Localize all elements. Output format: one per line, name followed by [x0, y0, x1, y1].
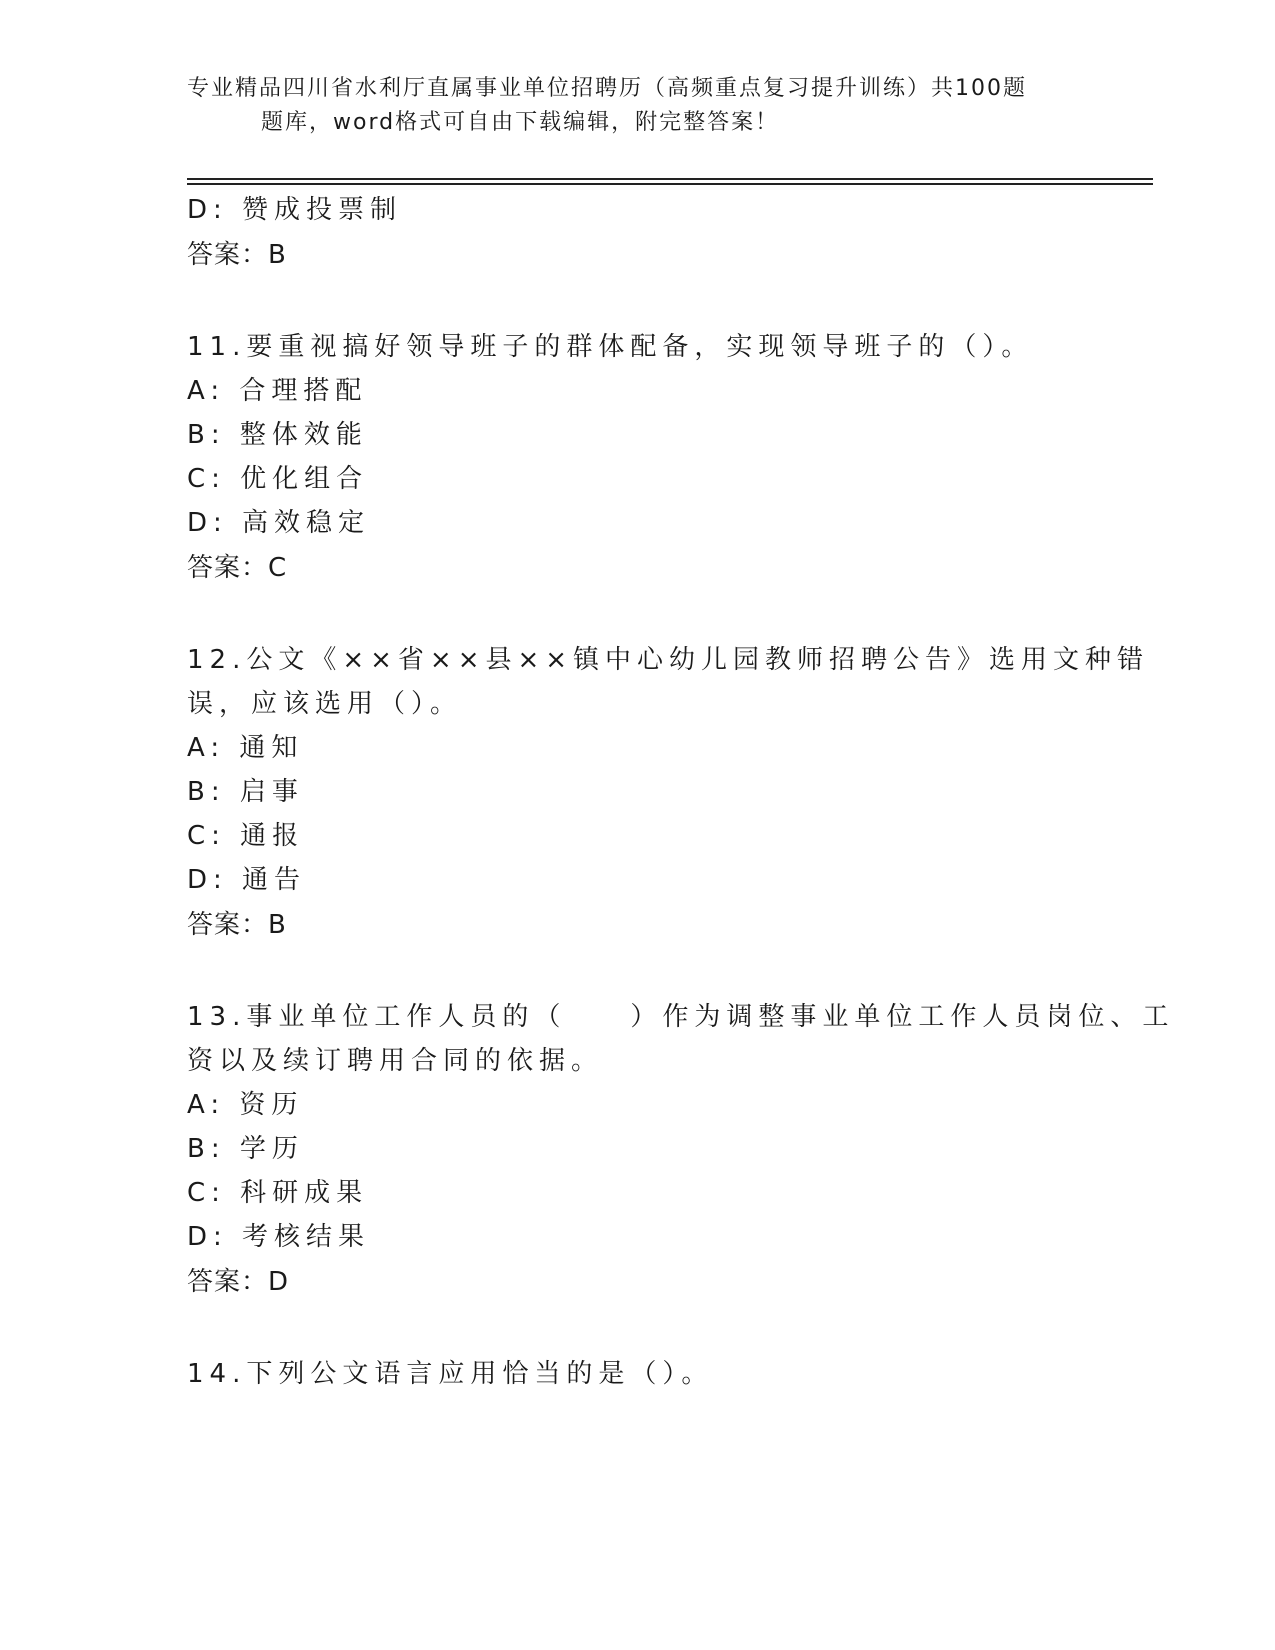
question-block-12 [187, 638, 1150, 948]
header-title-line1: 专业精品四川省水利厅直属事业单位招聘历（高频重点复习提升训练）共100题 [187, 76, 1027, 101]
option-c: C: 优化组合 [187, 464, 369, 494]
answer: 答案：B [187, 910, 287, 940]
question-stem: 14.下列公文语言应用恰当的是（）。 [187, 1359, 714, 1389]
header-divider-bottom [187, 183, 1153, 185]
question-block-10-tail [187, 188, 1067, 278]
question-stem-line1: 12.公文《××省××县××镇中心幼儿园教师招聘公告》选用文种错 [187, 645, 1150, 675]
header-title-line2: 题库，word格式可自由下载编辑，附完整答案！ [261, 110, 780, 135]
question-stem-line1: 13.事业单位工作人员的（ ）作为调整事业单位工作人员岗位、工 [187, 1002, 1175, 1032]
answer: 答案：D [187, 1267, 290, 1297]
option-a: A: 资历 [187, 1090, 304, 1120]
option-c: C: 科研成果 [187, 1178, 369, 1208]
question-stem-line2: 误，应该选用（）。 [187, 689, 463, 719]
option-c: C: 通报 [187, 821, 305, 851]
header-divider-top [187, 178, 1153, 180]
document-header [187, 72, 1067, 140]
option-b: B: 启事 [187, 777, 304, 807]
option-d: D: 高效稳定 [187, 508, 371, 538]
question-block-14 [187, 1352, 1067, 1396]
answer: 答案：B [187, 240, 287, 270]
option-a: A: 通知 [187, 733, 304, 763]
option-b: B: 学历 [187, 1134, 304, 1164]
question-list [187, 188, 1175, 1396]
option-d: D: 通告 [187, 865, 307, 895]
option-b: B: 整体效能 [187, 420, 368, 450]
option-d: D: 赞成投票制 [187, 195, 403, 225]
question-stem: 11.要重视搞好领导班子的群体配备，实现领导班子的（）。 [187, 332, 1034, 362]
question-block-13 [187, 995, 1175, 1305]
question-stem-line2: 资以及续订聘用合同的依据。 [187, 1046, 604, 1076]
option-d: D: 考核结果 [187, 1222, 371, 1252]
question-block-11 [187, 325, 1067, 591]
answer: 答案：C [187, 553, 288, 583]
option-a: A: 合理搭配 [187, 376, 368, 406]
